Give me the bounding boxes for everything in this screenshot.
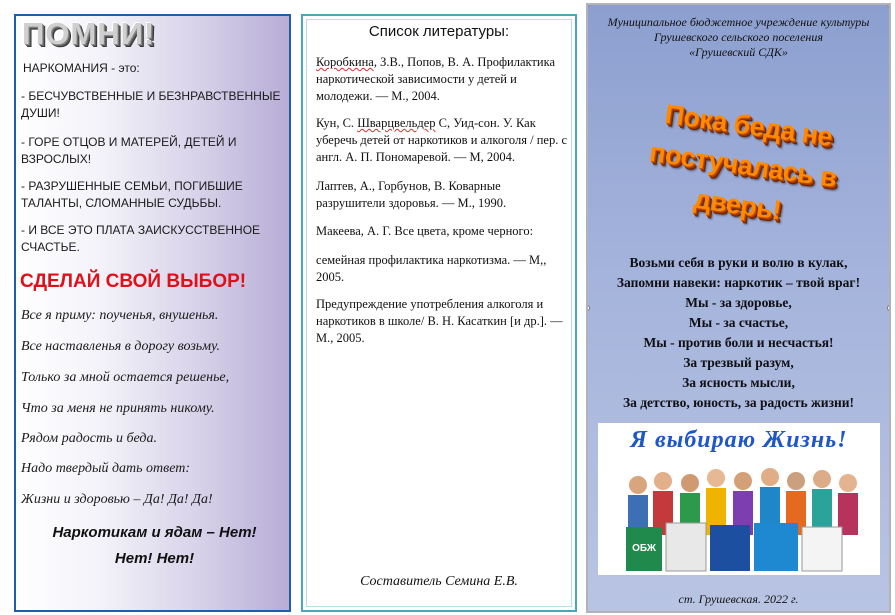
reference-5: Предупреждение употребления алкоголя и наркотиков в школе/ В. Н. Касаткин [и др.]. — М., 2005.: [316, 297, 563, 345]
poem-line-4: Что за меня не принять никому.: [21, 401, 215, 416]
headline-wordart: [591, 85, 891, 244]
reference-1: Коробкина, З.В., Попов, В. А. Профилактика наркотической зависимости у детей и молодежи. — М., 2004.: [316, 55, 556, 103]
left-panel: [14, 14, 291, 612]
slogan-block: [588, 253, 889, 413]
slogan-line-6: За трезвый разум,: [683, 355, 794, 370]
addiction-point-3: - РАЗРУШЕННЫЕ СЕМЬИ, ПОГИБШИЕ ТАЛАНТЫ, СЛОМАННЫЕ СУДЬБЫ.: [21, 179, 243, 210]
addiction-point-2: - ГОРЕ ОТЦОВ И МАТЕРЕЙ, ДЕТЕЙ И ВЗРОСЛЫХ!: [21, 135, 237, 166]
organization-name: [588, 15, 889, 60]
org-line-1: Муниципальное бюджетное учреждение культуры: [607, 15, 870, 29]
poem-line-6: Надо твердый дать ответ:: [21, 461, 191, 476]
slogan-line-7: За ясность мысли,: [682, 375, 795, 390]
slogan-line-1: Возьми себя в руки и волю в кулак,: [629, 255, 848, 270]
slogan-line-8: За детство, юность, за радость жизни!: [622, 395, 855, 410]
slogan-line-3: Мы - за здоровье,: [685, 295, 792, 310]
slogan-line-2: Запомни навеки: наркотик – твой враг!: [616, 275, 861, 290]
poem-line-7: Жизни и здоровью – Да! Да! Да!: [21, 492, 213, 507]
left-title: ПОМНИ!: [22, 16, 156, 51]
addiction-intro: НАРКОМАНИЯ - это:: [23, 61, 140, 75]
resize-handle-top-right[interactable]: [887, 3, 891, 7]
poem-line-1: Все я приму: поученья, внушенья.: [21, 308, 219, 323]
middle-panel: [301, 14, 577, 612]
final-line-2: Нет! Нет!: [114, 550, 195, 567]
headline-line-1: Пока беда не постучалась в: [647, 98, 839, 193]
slogan-line-4: Мы - за счастье,: [688, 315, 789, 330]
make-your-choice: СДЕЛАЙ СВОЙ ВЫБОР!: [20, 271, 247, 292]
addiction-point-1: - БЕСЧУВСТВЕННЫЕ И БЕЗНРАВСТВЕННЫЕ ДУШИ!: [21, 89, 281, 120]
poem-line-2: Все наставленья в дорогу возьму.: [21, 339, 220, 354]
choose-life-image: [598, 423, 880, 575]
books-icon: [626, 523, 842, 571]
right-panel[interactable]: [586, 3, 891, 613]
org-line-2: Грушевского сельского поселения: [654, 30, 823, 44]
poem-line-5: Рядом радость и беда.: [21, 431, 157, 446]
poem-line-3: Только за мной остается решенье,: [21, 370, 230, 385]
final-line-1: Наркотикам и ядам – Нет!: [52, 524, 257, 541]
footer-place-year: ст. Грушевская. 2022 г.: [678, 592, 799, 606]
book-obzh-label: ОБЖ: [632, 543, 656, 554]
reference-2: Кун, С. Шварцвельдер С, Уид-сон. У. Как уберечь детей от наркотиков и алкоголя / пер. с англ. А. П. Пономаревой. — М, 2004.: [316, 116, 568, 164]
choose-life-title: Я выбираю Жизнь!: [630, 427, 848, 453]
compiler-name: Составитель Семина Е.В.: [360, 574, 518, 589]
reference-4-cont: семейная профилактика наркотизма. — М,, 2005.: [316, 253, 547, 284]
addiction-point-4: - И ВСЕ ЭТО ПЛАТА ЗАИСКУССТВЕННОЕ СЧАСТЬЕ.: [21, 223, 261, 254]
reference-4: Макеева, А. Г. Все цвета, кроме черного:: [316, 224, 534, 238]
resize-handle-top-left[interactable]: [586, 3, 590, 7]
headline-line-2: дверь!: [692, 183, 783, 226]
slogan-line-5: Мы - против боли и несчастья!: [643, 335, 834, 350]
references-title: Список литературы:: [368, 23, 510, 40]
crowd-icon: [628, 468, 858, 535]
org-line-3: «Грушевский СДК»: [689, 45, 788, 59]
reference-3: Лаптев, А., Горбунов, В. Коварные разрушители здоровья. — М., 1990.: [316, 179, 507, 210]
